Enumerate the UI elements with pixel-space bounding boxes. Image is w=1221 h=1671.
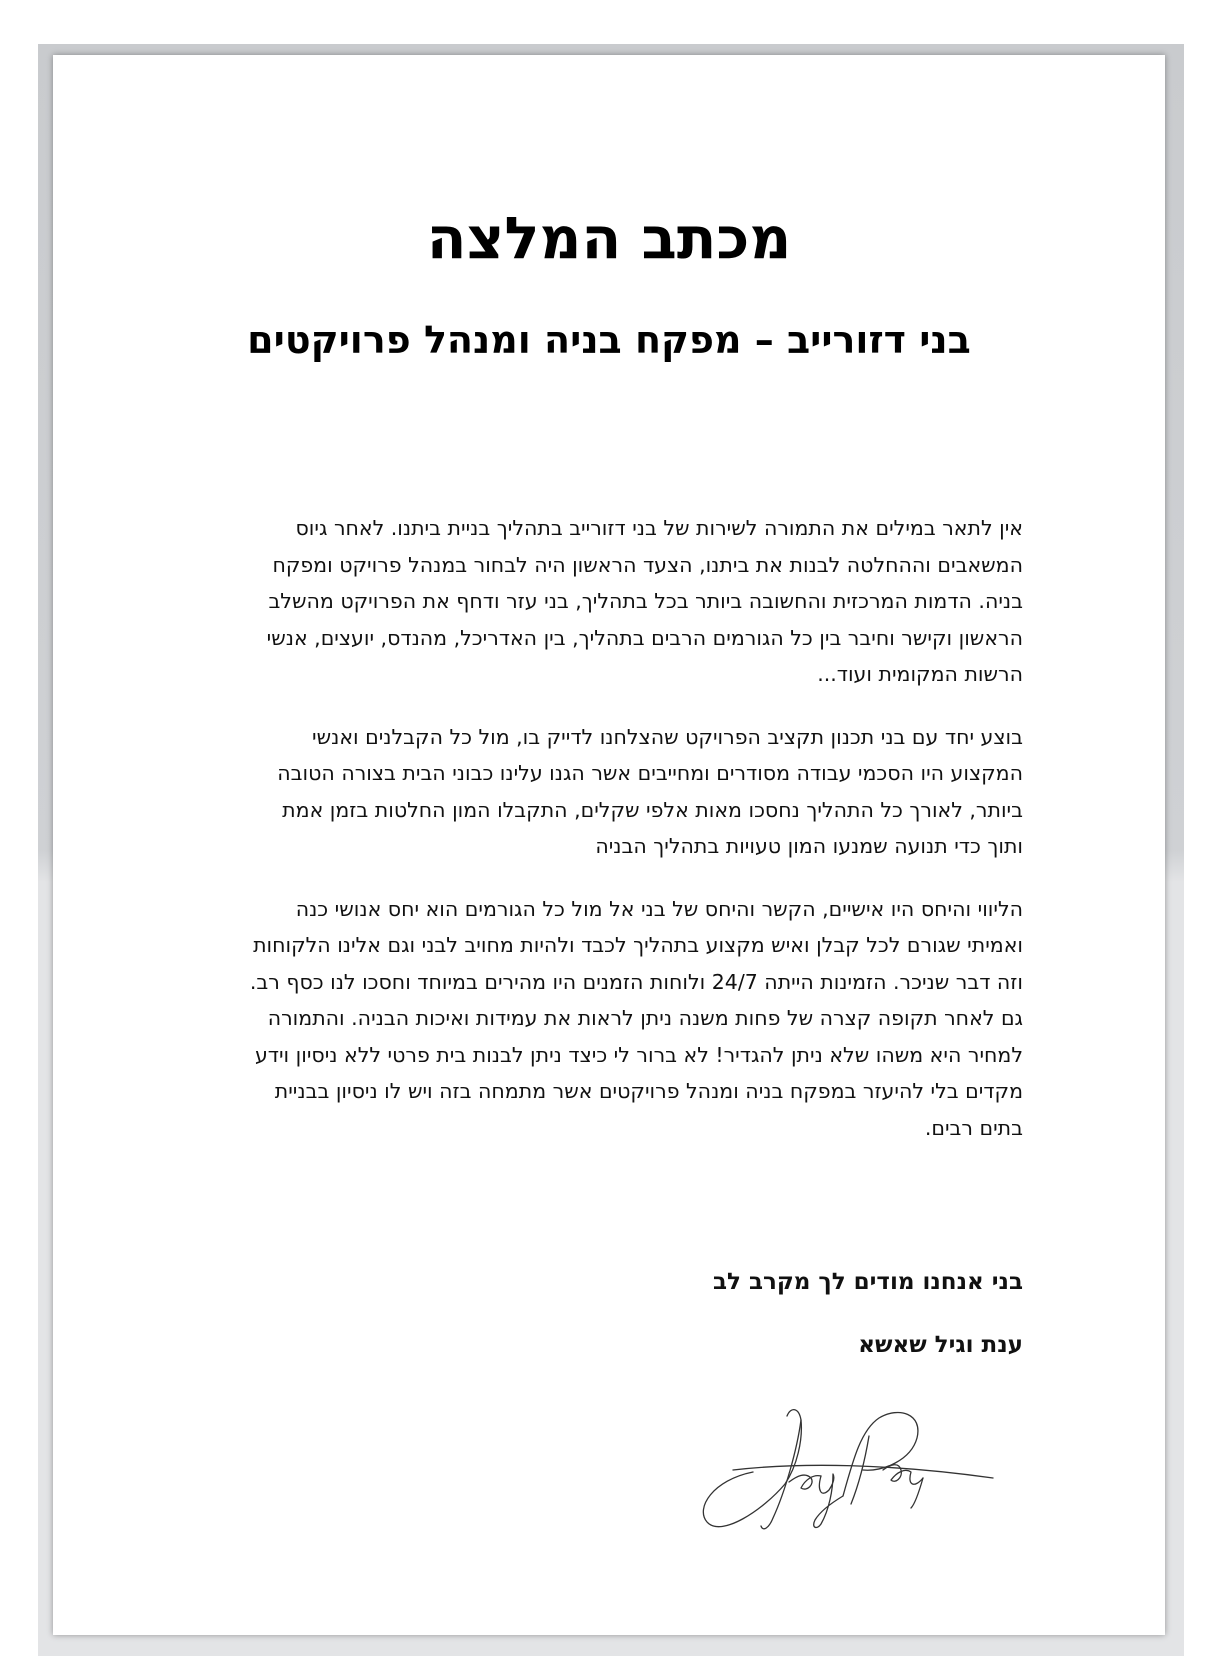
body-paragraph-1: אין לתאר במילים את התמורה לשירות של בני דזורייב בתהליך בניית ביתנו. לאחר גיוס המשאבים וההחלטה לבנות את ביתנו, הצעד הראשון היה לבחור במנהל פרויקט ומפקח בניה. הדמות המרכזית והחשובה ביותר בכל בתהליך, בני עזר ודחף את הפרויקט מהשלב הראשון וקישר וחיבר בין כל הגורמים הרבים בתהליך, בין האדריכל, מהנדס, יועצים, אנשי הרשות המקומית ועוד... — [266, 516, 1023, 686]
body-paragraph-3: הליווי והיחס היו אישיים, הקשר והיחס של בני אל מול כל הגורמים הוא יחס אנושי כנה ואמיתי שגורם לכל קבלן ואיש מקצוע בתהליך לכבד ולהיות מחויב לבני וגם אלינו הלקוחות וזה דבר שניכר. הזמינות הייתה 24/7 ולוחות הזמנים היו מהירים במיוחד וחסכו לנו כסף רב. גם לאחר תקופה קצרה של פחות משנה ניתן לראות את עמידות ואיכות הבניה. והתמורה למחיר היא משהו שלא ניתן להגדיר! לא ברור לי כיצד ניתן לבנות בית פרטי ללא ניסיון וידע מקדים בלי להיעזר במפקח בניה ומנהל פרויקטים אשר מתמחה בזה ויש לו ניסיון בבניית בתים רבים. — [249, 896, 1023, 1140]
letter-subtitle: בני דזורייב – מפקח בניה ומנהל פרויקטים — [247, 318, 971, 362]
body-paragraph-2: בוצע יחד עם בני תכנון תקציב הפרויקט שהצלחנו לדייק בו, מול כל הקבלנים ואנשי המקצוע היו הסכמי עבודה מסודרים ומחייבים אשר הגנו עלינו כבוני הבית בצורה הטובה ביותר, לאורך כל התהליך נחסכו מאות אלפי שקלים, התקבלו המון החלטות בזמן אמת ותוך כדי תנועה שמנעו המון טעויות בתהליך הבניה — [277, 724, 1023, 858]
signatories: ענת וגיל שאשא — [858, 1332, 1023, 1358]
document-page — [53, 55, 1165, 1635]
letter-title: מכתב המלצה — [426, 204, 792, 272]
closing-line: בני אנחנו מודים לך מקרב לב — [713, 1269, 1023, 1295]
letter-body — [243, 510, 1023, 1172]
handwritten-signature — [693, 1400, 1003, 1540]
